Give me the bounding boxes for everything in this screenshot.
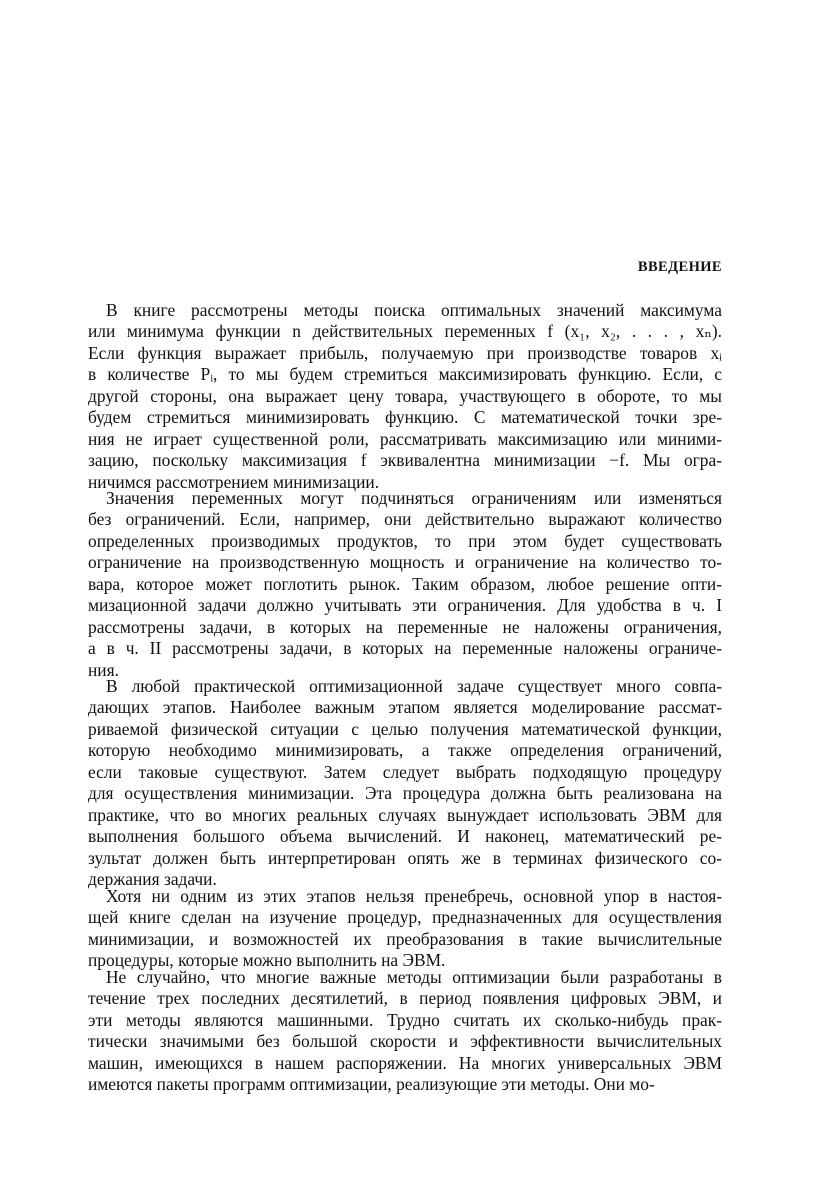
text-line: или минимума функции n действительных переменных f (x₁, x₂, . . . , xₙ). [88,321,722,342]
text-line: вара, которое может поглотить рынок. Таким образом, любое решение опти- [88,573,722,594]
text-line: в количестве Pᵢ, то мы будем стремиться максимизировать функцию. Если, с [88,364,722,385]
text-line: течение трех последних десятилетий, в период появления цифровых ЭВМ, и [88,988,722,1009]
text-line: без ограничений. Если, например, они действительно выражают количество [88,509,722,530]
text-line: Если функция выражает прибыль, получаемую при производстве товаров xᵢ [88,342,722,363]
text-line: рассмотрены задачи, в которых на переменные не наложены ограничения, [88,616,722,637]
text-line: имеются пакеты программ оптимизации, реализующие эти методы. Они мо- [88,1074,655,1095]
text-line: практике, что во многих реальных случаях вынуждает использовать ЭВМ для [88,804,722,825]
text-line: В книге рассмотрены методы поиска оптимальных значений максимума [106,300,722,320]
text-line: минимизации, и возможностей их преобразования в такие вычислительные [88,928,722,949]
text-line: зультат должен быть интерпретирован опять же в терминах физического со- [88,847,722,868]
text-line: другой стороны, она выражает цену товара, участвующего в обороте, то мы [88,385,722,406]
text-line: ния. [88,659,119,680]
text-line: Значения переменных могут подчиняться ограничениям или изменяться [106,488,722,508]
text-line: В любой практической оптимизационной задаче существует много совпа- [106,676,722,696]
text-line: машин, имеющихся в нашем распоряжении. На многих универсальных ЭВМ [88,1052,722,1073]
heading: ВВЕДЕНИЕ [637,259,722,275]
text-line: а в ч. II рассмотрены задачи, в которых на переменные наложены ограниче- [88,638,722,659]
text-line: для осуществления минимизации. Эта процедура должна быть реализована на [88,783,722,804]
text-line: щей книге сделан на изучение процедур, предназначенных для осуществления [88,907,722,928]
text-line: которую необходимо минимизировать, а также определения ограничений, [88,740,722,761]
text-line: определенных производимых продуктов, то при этом будет существовать [88,530,722,551]
text-line: Хотя ни одним из этих этапов нельзя пренебречь, основной упор в настоя- [106,886,722,906]
text-line: ограничение на производственную мощность и ограничение на количество то- [88,552,722,573]
text-line: дающих этапов. Наиболее важным этапом является моделирование рассмат- [88,697,722,718]
text-line: ничимся рассмотрением минимизации. [88,471,380,492]
text-line: риваемой физической ситуации с целью получения математической функции, [88,718,722,739]
text-line: тически значимыми без большой скорости и эффективности вычислительных [88,1031,722,1052]
text-line: мизационной задачи должно учитывать эти ограничения. Для удобства в ч. I [88,595,722,616]
text-line: процедуры, которые можно выполнить на ЭВМ. [88,950,446,971]
text-line: эти методы являются машинными. Трудно считать их сколько-нибудь прак- [88,1009,722,1030]
text-line: будем стремиться минимизировать функцию. С математической точки зре- [88,407,722,428]
text-line: держания задачи. [88,869,217,890]
text-line: Не случайно, что многие важные методы оптимизации были разработаны в [106,967,722,987]
text-line: выполнения большого объема вычислений. И наконец, математический ре- [88,826,722,847]
text-line: ния не играет существенной роли, рассматривать максимизацию или миними- [88,428,722,449]
text-line: зацию, поскольку максимизация f эквивалентна минимизации −f. Мы огра- [88,450,722,471]
text-line: если таковые существуют. Затем следует выбрать подходящую процедуру [88,761,722,782]
